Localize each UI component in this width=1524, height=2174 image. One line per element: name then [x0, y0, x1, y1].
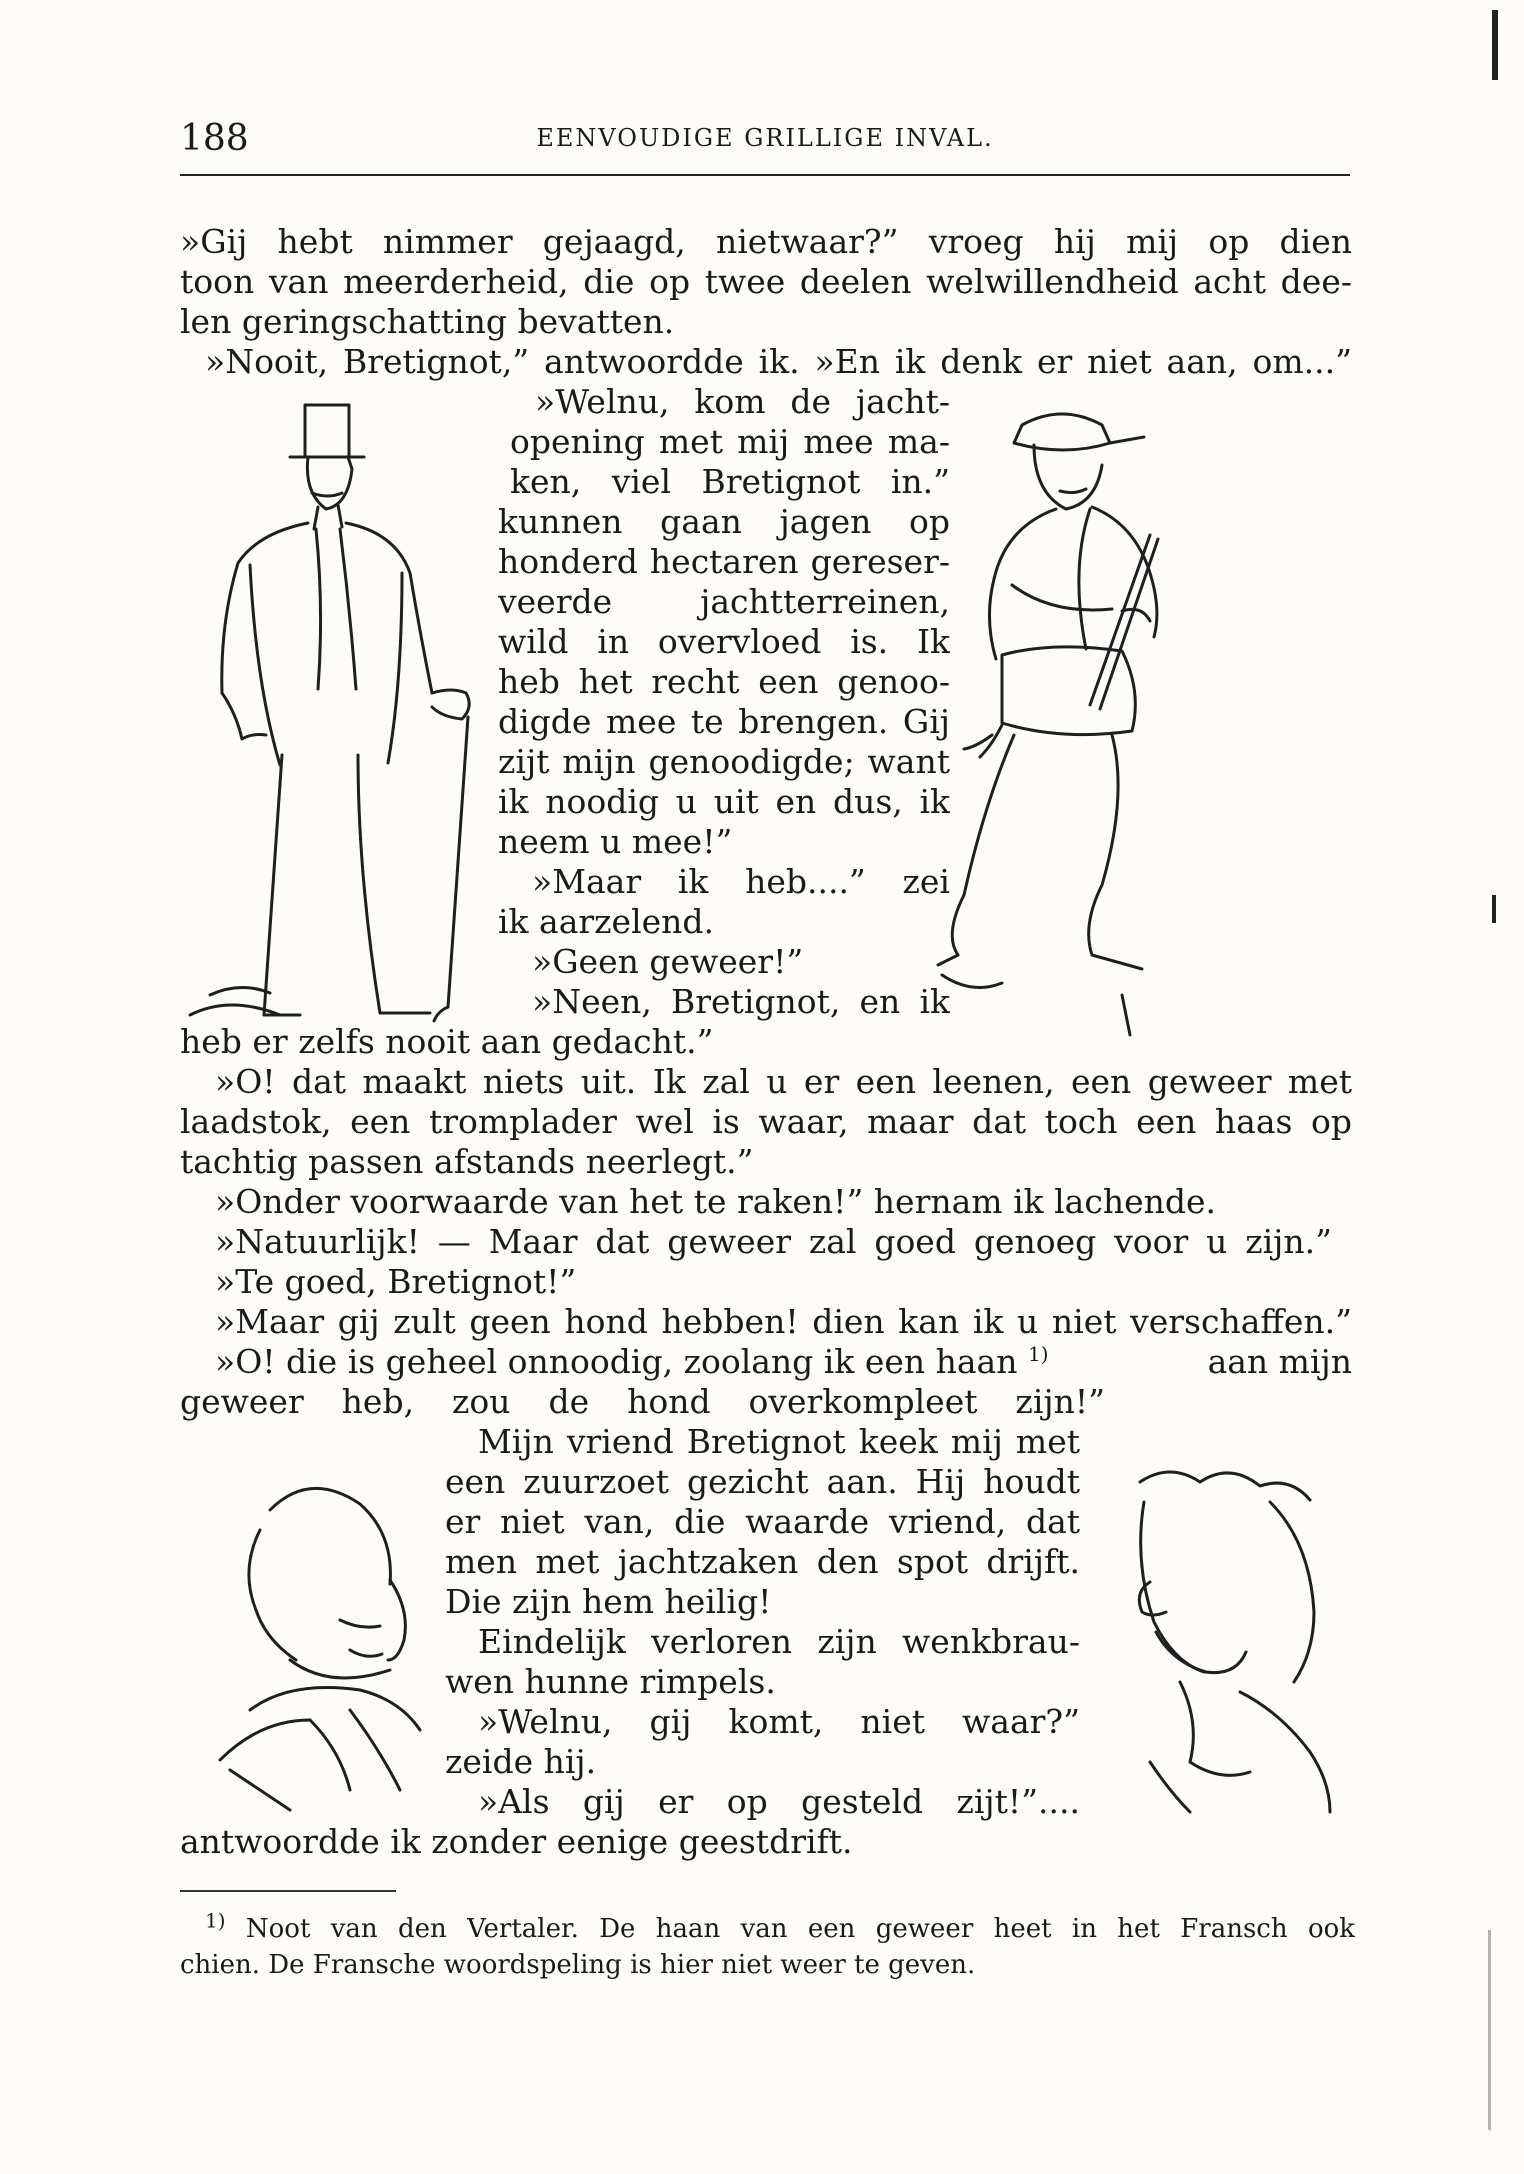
text-line: zijt mijn genoodigde; want: [498, 742, 950, 781]
illustration-gentleman-with-cane: [190, 395, 480, 1025]
text-line: »O! dat maakt niets uit. Ik zal u er een leenen, een geweer met: [215, 1062, 1352, 1101]
text-fragment: aan mijn: [1207, 1342, 1352, 1381]
footnote-ref: 1): [1028, 1342, 1049, 1366]
footnote-rule: [180, 1890, 396, 1892]
text-line: »Te goed, Bretignot!”: [215, 1262, 577, 1301]
page-number: 188: [180, 118, 249, 159]
text-line: len geringschatting bevatten.: [180, 302, 675, 341]
text-line: opening met mij mee ma-: [510, 422, 950, 461]
illustration-hunter-with-rifle: [972, 395, 1350, 1025]
text-fragment: [215, 1342, 1049, 1382]
text-line: »Als gij er op gesteld zijt!”....: [478, 1782, 1080, 1821]
text-line: »Nooit, Bretignot,” antwoordde ik. »En ik denk er niet aan, om...”: [205, 342, 1352, 381]
text-line: »Geen geweer!”: [532, 942, 804, 981]
text-line: heb er zelfs nooit aan gedacht.”: [180, 1022, 714, 1061]
footnote-text: Noot van den Vertaler. De haan van een geweer heet in het Fransch ook: [245, 1914, 1355, 1944]
text-line: antwoordde ik zonder eenige geestdrift.: [180, 1822, 853, 1861]
text-line: veerde jachtterreinen,: [498, 582, 950, 621]
text-line: ik aarzelend.: [498, 902, 715, 941]
text-line: »Gij hebt nimmer gejaagd, nietwaar?” vroeg hij mij op dien: [180, 222, 1352, 261]
illustration-portrait-moustache: [190, 1470, 430, 1810]
page-header: [180, 118, 1350, 158]
text-line: tachtig passen afstands neerlegt.”: [180, 1142, 754, 1181]
text-line: ken, viel Bretignot in.”: [510, 462, 950, 501]
scan-margin-mark: [1492, 895, 1496, 923]
text-line: neem u mee!”: [498, 822, 733, 861]
text-line: Die zijn hem heilig!: [445, 1582, 772, 1621]
text-line: men met jachtzaken den spot drijft.: [445, 1542, 1080, 1581]
text-line: Mijn vriend Bretignot keek mij met: [478, 1422, 1080, 1461]
text-line: ik noodig u uit en dus, ik: [498, 782, 950, 821]
text-line: »Welnu, gij komt, niet waar?”: [478, 1702, 1080, 1741]
text-line: »Maar gij zult geen hond hebben! dien kan ik u niet verschaffen.”: [215, 1302, 1352, 1341]
text-line: zeide hij.: [445, 1742, 597, 1781]
text-line: wild in overvloed is. Ik: [498, 622, 950, 661]
text-line: »Onder voorwaarde van het te raken!” hernam ik lachende.: [215, 1182, 1217, 1221]
header-rule: [180, 174, 1350, 176]
footnote-line: [205, 1912, 1355, 1946]
text-line: »Welnu, kom de jacht-: [535, 382, 950, 421]
text-line: laadstok, een tromplader wel is waar, maar dat toch een haas op: [180, 1102, 1352, 1141]
text-line: toon van meerderheid, die op twee deelen welwillendheid acht dee-: [180, 262, 1352, 301]
text-line: een zuurzoet gezicht aan. Hij houdt: [445, 1462, 1080, 1501]
text-line: »Natuurlijk! — Maar dat geweer zal goed genoeg voor u zijn.”: [215, 1222, 1332, 1261]
running-title: EENVOUDIGE GRILLIGE INVAL.: [536, 124, 994, 152]
text-line: geweer heb, zou de hond overkompleet zijn!”: [180, 1382, 1105, 1421]
text-line: wen hunne rimpels.: [445, 1662, 776, 1701]
footnote-marker: 1): [205, 1912, 226, 1933]
text-line: heb het recht een genoo-: [498, 662, 950, 701]
scan-margin-mark: [1492, 10, 1498, 80]
text-line: kunnen gaan jagen op: [498, 502, 950, 541]
illustration-portrait-beard: [1120, 1462, 1350, 1822]
text-span: »O! die is geheel onnoodig, zoolang ik een haan: [215, 1342, 1018, 1381]
text-line: Eindelijk verloren zijn wenkbrau-: [478, 1622, 1080, 1661]
text-line: er niet van, die waarde vriend, dat: [445, 1502, 1080, 1541]
text-line: »Maar ik heb....” zei: [532, 862, 950, 901]
scan-margin-mark: [1488, 1930, 1491, 2130]
text-line: honderd hectaren gereser-: [498, 542, 950, 581]
footnote-line: chien. De Fransche woordspeling is hier niet weer te geven.: [180, 1950, 976, 1980]
text-line-with-note: [215, 1342, 1352, 1382]
text-line: digde mee te brengen. Gij: [498, 702, 950, 741]
text-line: »Neen, Bretignot, en ik: [532, 982, 950, 1021]
